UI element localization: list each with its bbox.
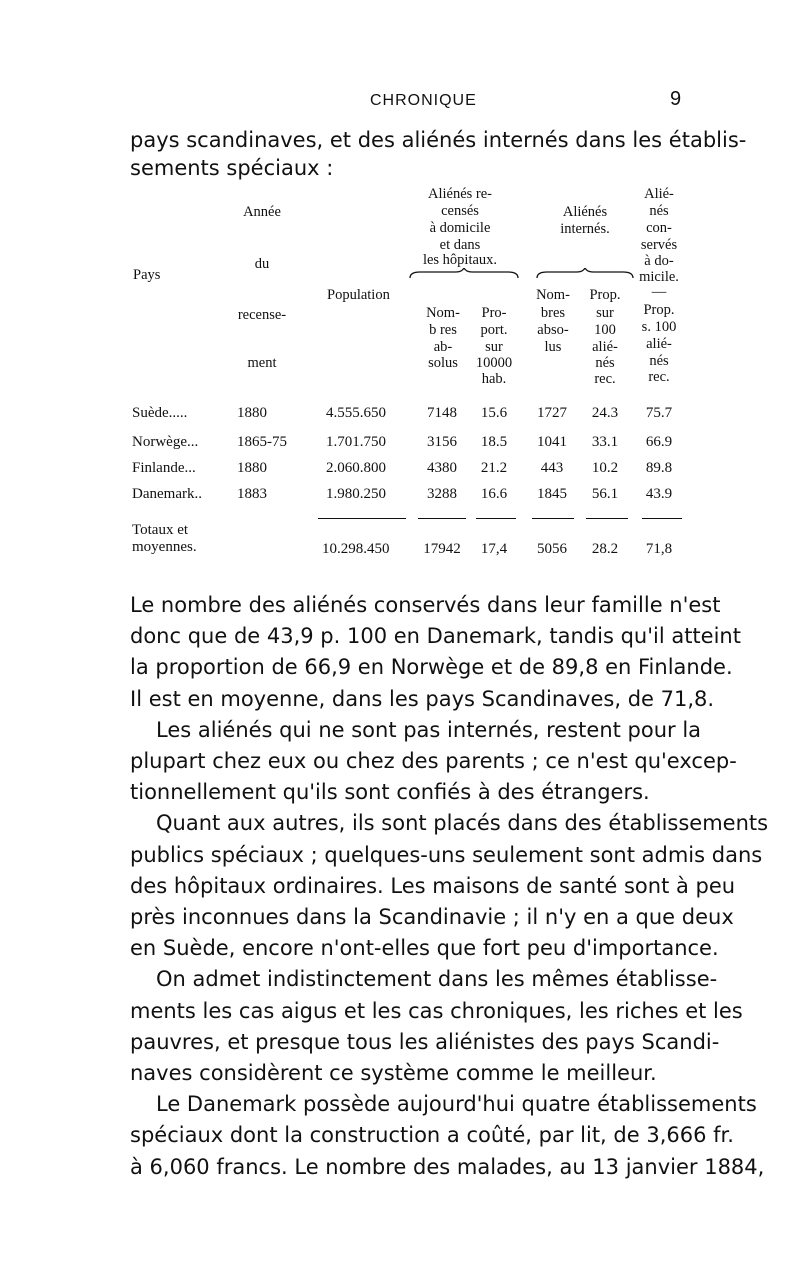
table-row-pays: Norwège...	[132, 434, 199, 450]
table-row-cons-prop: 43.9	[645, 486, 673, 502]
table-row-int-prop: 10.2	[591, 460, 619, 476]
table-row-nombres: 3156	[427, 434, 457, 450]
body-line: naves considèrent ce système comme le meilleur.	[130, 1061, 657, 1085]
table-row-nombres: 4380	[427, 460, 457, 476]
total-rule	[642, 518, 682, 519]
table-row-annee: 1880	[237, 460, 267, 476]
sub-nombres-int-line: Nom-	[536, 287, 570, 303]
sub-prop-int-line: alié-	[592, 339, 618, 355]
table-row-int-nombres: 1041	[537, 434, 567, 450]
table-row-pays: Suède.....	[132, 405, 188, 421]
table-row-int-nombres: 1727	[537, 405, 567, 421]
table-row-prop: 18.5	[480, 434, 508, 450]
table-row-annee: 1883	[237, 486, 267, 502]
sub-prop-int-line: rec.	[594, 371, 616, 387]
totals-population: 10.298.450	[322, 541, 390, 557]
body-line: spéciaux dont la construction a coûté, par lit, de 3,666 fr.	[130, 1123, 734, 1147]
group-conserves-line: con-	[646, 220, 672, 236]
intro-line: pays scandinaves, et des aliénés internés dans les établis-	[130, 128, 747, 152]
body-line: ments les cas aigus et les cas chroniques, les riches et les	[130, 999, 743, 1023]
sub-prop-int-line: 100	[594, 322, 616, 338]
table-row-population: 4.555.650	[326, 405, 386, 421]
totals-int-prop: 28.2	[591, 541, 619, 557]
body-line: Il est en moyenne, dans les pays Scandinaves, de 71,8.	[130, 687, 715, 711]
group-conserves-line: servés	[640, 237, 678, 253]
sub-nombres-line: solus	[428, 355, 458, 371]
sub-prop-int-line: nés	[595, 355, 615, 371]
sub-nombres-int-line: abso-	[537, 322, 569, 338]
table-row-prop: 21.2	[480, 460, 508, 476]
brace-internes	[535, 268, 635, 280]
body-line: Le Danemark possède aujourd'hui quatre établissements	[156, 1092, 757, 1116]
body-line: publics spéciaux ; quelques-uns seulement sont admis dans	[130, 843, 763, 867]
page-number: 9	[670, 88, 682, 110]
table-row-int-nombres: 1845	[537, 486, 567, 502]
group-conserves-line: micile.	[639, 269, 679, 285]
sub-nombres-line: b res	[429, 322, 457, 338]
group-conserves-line: Alié-	[644, 186, 674, 202]
totals-nombres: 17942	[423, 541, 461, 557]
table-row-pays: Danemark..	[132, 486, 202, 502]
sub-prop-line: 10000	[475, 355, 513, 371]
table-row-cons-prop: 75.7	[645, 405, 673, 421]
sub-nombres-line: Nom-	[426, 305, 460, 321]
table-row-prop: 15.6	[480, 405, 508, 421]
total-rule	[418, 518, 466, 519]
group-recenses-line: Aliénés re-	[427, 186, 492, 202]
totals-cons-prop: 71,8	[645, 541, 673, 557]
table-row-population: 1.701.750	[326, 434, 386, 450]
sub-prop-cons-line: nés	[649, 353, 669, 369]
body-line: pauvres, et presque tous les aliénistes des pays Scandi-	[130, 1030, 720, 1054]
sub-prop-line: port.	[480, 322, 508, 338]
group-internes-line: internés.	[560, 221, 610, 237]
table-row-nombres: 7148	[427, 405, 457, 421]
sub-nombres-line: ab-	[433, 339, 453, 355]
totals-label: Totaux et	[132, 522, 189, 538]
group-recenses-line: à domicile	[429, 220, 491, 236]
brace-recenses	[408, 268, 520, 280]
table-row-int-prop: 33.1	[591, 434, 619, 450]
running-head: CHRONIQUE	[370, 92, 477, 109]
group-conserves-line: à do-	[644, 253, 674, 269]
col-population-header: Population	[327, 287, 390, 303]
col-annee-line: du	[254, 256, 270, 272]
col-pays-header: Pays	[133, 267, 161, 283]
sub-prop-line: hab.	[481, 371, 507, 387]
body-line: Quant aux autres, ils sont placés dans des établissements	[156, 811, 769, 835]
group-internes-line: Aliénés	[562, 204, 608, 220]
body-line: donc que de 43,9 p. 100 en Danemark, tandis qu'il atteint	[130, 624, 741, 648]
group-recenses-line: censés	[441, 203, 479, 219]
conserves-dash: —	[651, 284, 667, 300]
table-row-cons-prop: 89.8	[645, 460, 673, 476]
totals-int-nombres: 5056	[537, 541, 567, 557]
group-conserves-line: nés	[649, 203, 669, 219]
col-annee-line: Année	[243, 204, 281, 220]
table-row-annee: 1880	[237, 405, 267, 421]
table-row-nombres: 3288	[427, 486, 457, 502]
sub-prop-cons-line: alié-	[646, 336, 672, 352]
sub-prop-cons-line: Prop.	[643, 302, 675, 318]
sub-nombres-int-line: lus	[544, 339, 562, 355]
table-row-cons-prop: 66.9	[645, 434, 673, 450]
group-recenses-line: les hôpitaux.	[422, 252, 498, 268]
total-rule	[318, 518, 406, 519]
total-rule	[476, 518, 516, 519]
body-line: Le nombre des aliénés conservés dans leur famille n'est	[130, 593, 721, 617]
body-line: à 6,060 francs. Le nombre des malades, au 13 janvier 1884,	[130, 1155, 765, 1179]
table-row-population: 2.060.800	[326, 460, 386, 476]
body-line: près inconnues dans la Scandinavie ; il n'y en a que deux	[130, 905, 734, 929]
col-annee-line: recense-	[237, 307, 287, 323]
table-row-population: 1.980.250	[326, 486, 386, 502]
table-row-int-prop: 24.3	[591, 405, 619, 421]
totals-prop: 17,4	[480, 541, 508, 557]
total-rule	[532, 518, 574, 519]
sub-prop-cons-line: rec.	[648, 369, 670, 385]
table-row-int-nombres: 443	[540, 460, 564, 476]
body-line: tionnellement qu'ils sont confiés à des étrangers.	[130, 780, 650, 804]
total-rule	[586, 518, 628, 519]
body-line: des hôpitaux ordinaires. Les maisons de santé sont à peu	[130, 874, 736, 898]
table-row-int-prop: 56.1	[591, 486, 619, 502]
col-annee-line: ment	[247, 355, 277, 371]
sub-prop-line: sur	[485, 339, 503, 355]
sub-prop-cons-line: s. 100	[641, 319, 677, 335]
totals-label: moyennes.	[132, 539, 197, 555]
sub-prop-int-line: Prop.	[589, 287, 621, 303]
group-recenses-line: et dans	[439, 237, 481, 253]
body-line: On admet indistinctement dans les mêmes établisse-	[156, 967, 718, 991]
table-row-annee: 1865-75	[237, 434, 287, 450]
intro-line: sements spéciaux :	[130, 156, 334, 180]
body-line: Les aliénés qui ne sont pas internés, restent pour la	[156, 718, 702, 742]
table-row-pays: Finlande...	[132, 460, 196, 476]
sub-prop-int-line: sur	[596, 305, 614, 321]
body-line: la proportion de 66,9 en Norwège et de 89,8 en Finlande.	[130, 655, 733, 679]
body-line: plupart chez eux ou chez des parents ; ce n'est qu'excep-	[130, 749, 737, 773]
sub-nombres-int-line: bres	[540, 305, 566, 321]
table-row-prop: 16.6	[480, 486, 508, 502]
body-line: en Suède, encore n'ont-elles que fort peu d'importance.	[130, 936, 719, 960]
sub-prop-line: Pro-	[481, 305, 507, 321]
